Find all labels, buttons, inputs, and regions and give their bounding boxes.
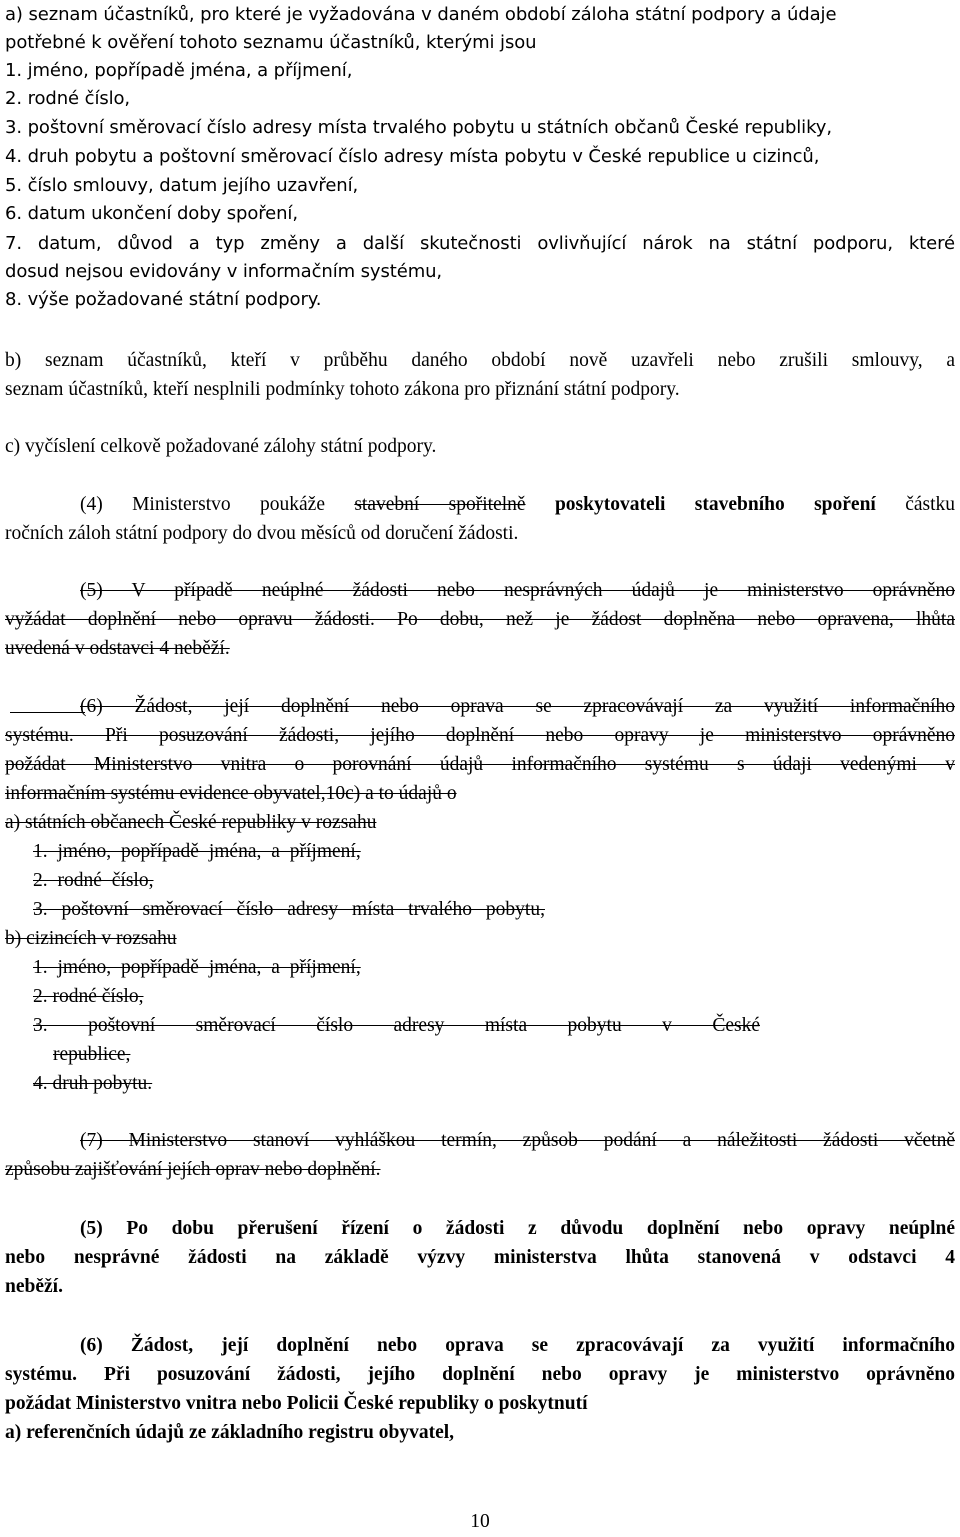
list-item bbox=[5, 1011, 760, 1040]
list-item: 3. poštovní směrovací číslo adresy místa trvalého pobytu u státních občanů České republiky, bbox=[5, 117, 832, 138]
section-c: c) vyčíslení celkově požadované zálohy státní podpory. bbox=[5, 436, 437, 457]
para-6-new-line-2: systému. Při posuzování žádosti, jejího doplnění nebo opravy je ministerstvo oprávněno bbox=[5, 1364, 955, 1385]
list-item bbox=[5, 1069, 210, 1098]
para-6-old-line-1: (6) Žádost, její doplnění nebo oprava se zpracovávají za využití informačního bbox=[80, 696, 955, 717]
para-6-old-line-2: systému. Při posuzování žádosti, jejího doplnění nebo opravy je ministerstvo oprávněno bbox=[5, 725, 955, 746]
list-item: 8. výše požadované státní podpory. bbox=[5, 289, 322, 310]
section-b-line-2: seznam účastníků, kteří nesplnili podmínky tohoto zákona pro přiznání státní podpory. bbox=[5, 379, 680, 400]
list-item-text: 3. poštovní směrovací číslo adresy místa trvalého pobytu, bbox=[33, 899, 545, 920]
list-item-text: 2. rodné číslo, bbox=[33, 986, 144, 1007]
para-4-start: (4) Ministerstvo poukáže bbox=[80, 494, 355, 515]
para-5-old-line-1: (5) V případě neúplné žádosti nebo nesprávných údajů je ministerstvo oprávněno bbox=[80, 580, 955, 601]
para-7-old-line-1: (7) Ministerstvo stanoví vyhláškou termín, způsob podání a náležitosti žádosti včetně bbox=[80, 1130, 955, 1151]
page-number: 10 bbox=[470, 1511, 490, 1532]
section-a-intro-1: a) seznam účastníků, pro které je vyžadována v daném období záloha státní podpory a údaje bbox=[5, 4, 837, 25]
para-6-old-line-4: informačním systému evidence obyvatel,10c) a to údajů o bbox=[5, 783, 457, 804]
para-6-new-line-1: (6) Žádost, její doplnění nebo oprava se zpracovávají za využití informačního bbox=[80, 1335, 955, 1356]
list-item: 5. číslo smlouvy, datum jejího uzavření, bbox=[5, 175, 359, 196]
strike-rule bbox=[10, 712, 85, 713]
para-7-old-line-2: způsobu zajišťování jejích oprav nebo doplnění. bbox=[5, 1159, 381, 1180]
deleted-text: stavební spořitelně bbox=[354, 494, 526, 515]
list-item bbox=[5, 837, 485, 866]
para-5-old-line-3: uvedená v odstavci 4 neběží. bbox=[5, 638, 230, 659]
list-item-text: 1. jméno, popřípadě jména, a příjmení, bbox=[33, 957, 361, 978]
list-item: 1. jméno, popřípadě jména, a příjmení, bbox=[5, 60, 353, 81]
section-a-intro-2: potřebné k ověření tohoto seznamu účastníků, kterými jsou bbox=[5, 32, 537, 53]
para-6-new-line-3: požádat Ministerstvo vnitra nebo Policii České republiky o poskytnutí bbox=[5, 1393, 588, 1414]
list-item bbox=[5, 982, 205, 1011]
list-item-text: 3. poštovní směrovací číslo adresy místa pobytu v České bbox=[33, 1015, 760, 1036]
para-4-line-1 bbox=[80, 490, 955, 519]
para-5-new-line-3: neběží. bbox=[5, 1276, 63, 1297]
para-5-new-line-1: (5) Po dobu přerušení řízení o žádosti z důvodu doplnění nebo opravy neúplné bbox=[80, 1218, 955, 1239]
list-item-text: 2. rodné číslo, bbox=[33, 870, 154, 891]
section-b-line-1: b) seznam účastníků, kteří v průběhu daného období nově uzavřeli nebo zrušili smlouvy, a bbox=[5, 350, 955, 371]
list-item bbox=[5, 1040, 155, 1069]
para-6-old-line-b: b) cizincích v rozsahu bbox=[5, 928, 177, 949]
list-item bbox=[5, 953, 485, 982]
para-6-old-line-3: požádat Ministerstvo vnitra o porovnání údajů informačního systému s údaji vedenými v bbox=[5, 754, 955, 775]
para-5-new-line-2: nebo nesprávné žádosti na základě výzvy ministerstva lhůta stanovená v odstavci 4 bbox=[5, 1247, 955, 1268]
list-item-text: republice, bbox=[53, 1044, 131, 1065]
para-6-new-line-4: a) referenčních údajů ze základního registru obyvatel, bbox=[5, 1422, 455, 1443]
list-item: 7. datum, důvod a typ změny a další skutečnosti ovlivňující nárok na státní podporu, které bbox=[5, 233, 955, 254]
list-item bbox=[5, 866, 205, 895]
list-item: dosud nejsou evidovány v informačním systému, bbox=[5, 261, 443, 282]
list-item: 6. datum ukončení doby spoření, bbox=[5, 203, 298, 224]
para-4-end: částku bbox=[875, 494, 955, 515]
para-5-old-line-2: vyžádat doplnění nebo opravu žádosti. Po dobu, než je žádost doplněna nebo opravena, lhůta bbox=[5, 609, 955, 630]
list-item-text: 4. druh pobytu. bbox=[33, 1073, 153, 1094]
list-item: 2. rodné číslo, bbox=[5, 88, 131, 109]
list-item: 4. druh pobytu a poštovní směrovací číslo adresy místa pobytu v České republice u cizinců, bbox=[5, 146, 820, 167]
para-6-old-line-5: a) státních občanech České republiky v rozsahu bbox=[5, 812, 377, 833]
list-item bbox=[5, 895, 705, 924]
list-item-text: 1. jméno, popřípadě jména, a příjmení, bbox=[33, 841, 361, 862]
inserted-text: poskytovateli stavebního spoření bbox=[554, 494, 876, 515]
para-4-line-2: ročních záloh státní podpory do dvou měsíců od doručení žádosti. bbox=[5, 523, 519, 544]
